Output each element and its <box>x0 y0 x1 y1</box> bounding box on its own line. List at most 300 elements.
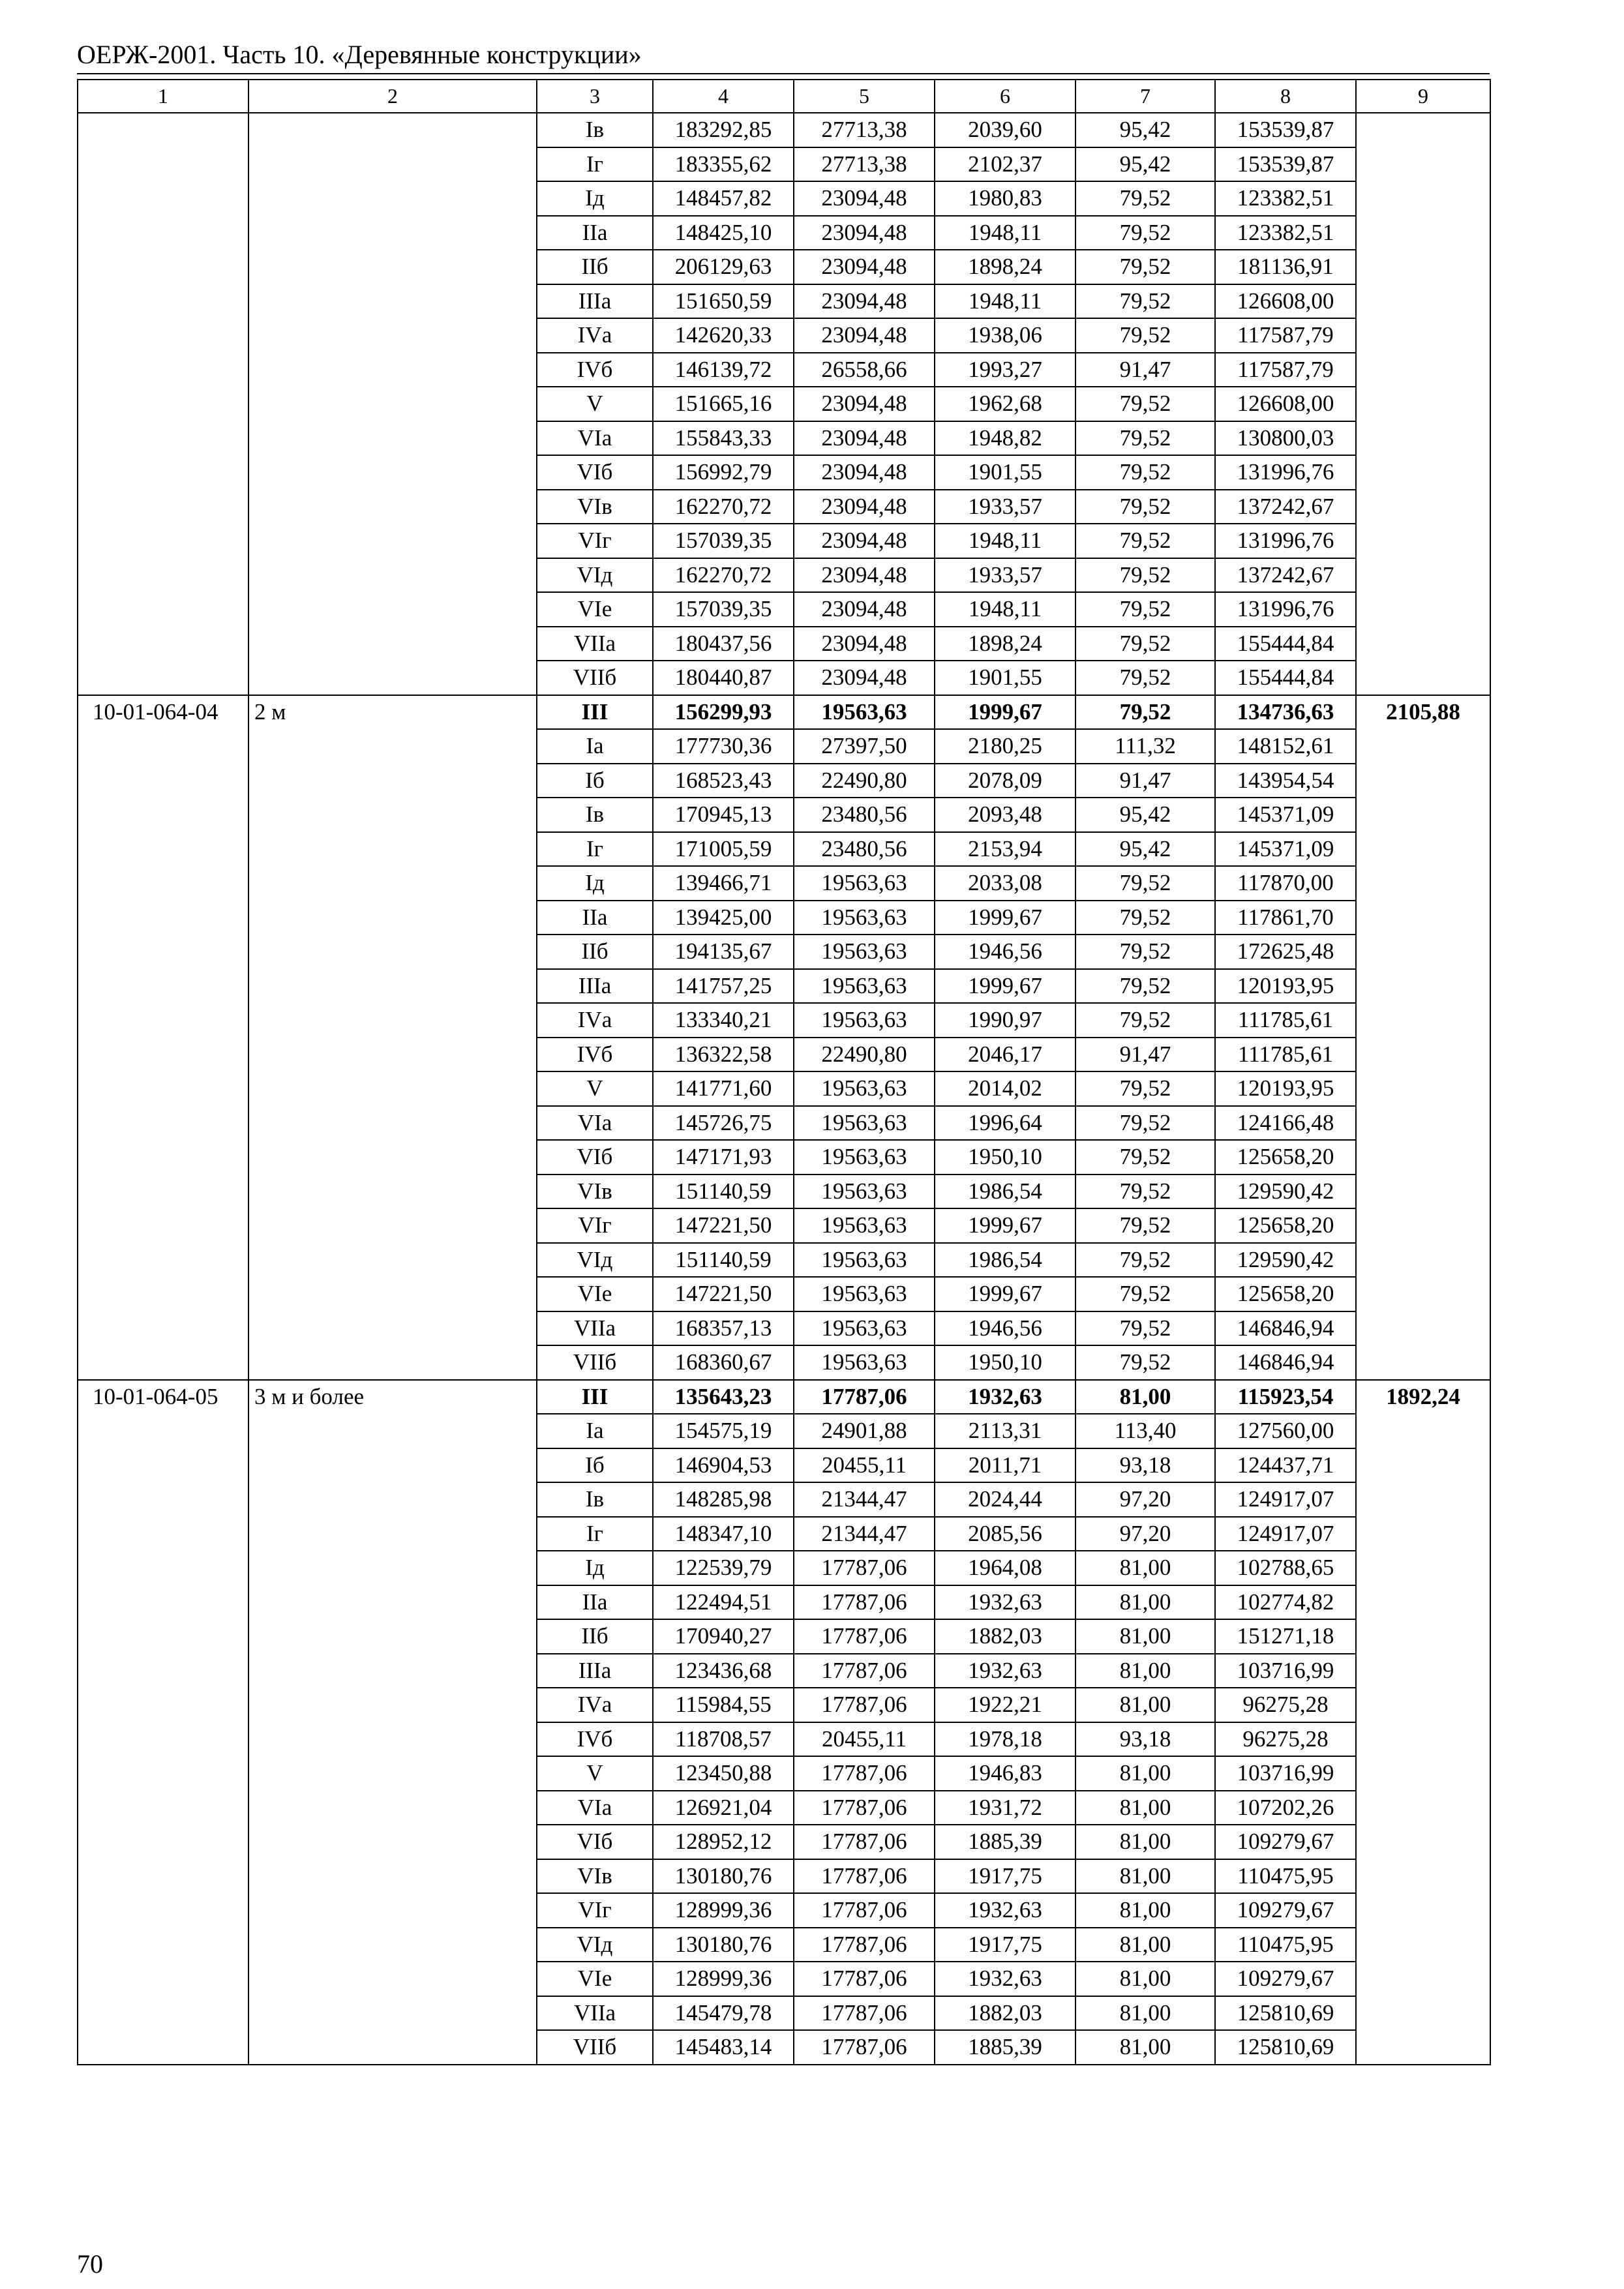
rate-name-cell <box>248 1140 537 1174</box>
machinist-wages-cell: 81,00 <box>1075 1928 1215 1962</box>
table-row <box>78 1174 1490 1209</box>
labor-cell <box>1356 1277 1490 1311</box>
total-cost-cell: 206129,63 <box>653 250 794 284</box>
labor-cell <box>1356 1448 1490 1483</box>
labor-cell <box>1356 1996 1490 2031</box>
materials-cell: 123382,51 <box>1215 216 1356 250</box>
total-cost-cell: 151140,59 <box>653 1243 794 1278</box>
materials-cell: 181136,91 <box>1215 250 1356 284</box>
rate-code-cell <box>78 798 248 832</box>
machines-cell: 1933,57 <box>935 490 1075 524</box>
machines-cell: 1885,39 <box>935 2030 1075 2065</box>
materials-cell: 110475,95 <box>1215 1928 1356 1962</box>
rate-name-cell <box>248 524 537 558</box>
machines-cell: 2024,44 <box>935 1482 1075 1517</box>
zone-cell: V <box>537 387 653 421</box>
machines-cell: 1993,27 <box>935 353 1075 387</box>
labor-cell <box>1356 113 1490 147</box>
rate-name-cell <box>248 318 537 353</box>
zone-cell: Iд <box>537 181 653 216</box>
rate-code-cell <box>78 147 248 182</box>
wages-cell: 27713,38 <box>794 113 935 147</box>
materials-cell: 103716,99 <box>1215 1654 1356 1688</box>
column-number: 9 <box>1356 80 1490 113</box>
table-row <box>78 524 1490 558</box>
machinist-wages-cell: 81,00 <box>1075 1962 1215 1996</box>
rate-name-cell <box>248 1517 537 1551</box>
rate-code-cell <box>78 1174 248 1209</box>
rate-code-cell <box>78 353 248 387</box>
machines-cell: 1999,67 <box>935 969 1075 1004</box>
table-row <box>78 1448 1490 1483</box>
materials-cell: 137242,67 <box>1215 490 1356 524</box>
rate-code-cell <box>78 729 248 764</box>
labor-cell <box>1356 1071 1490 1106</box>
header-divider <box>77 73 1490 74</box>
machinist-wages-cell: 79,52 <box>1075 318 1215 353</box>
zone-cell: IVа <box>537 1688 653 1722</box>
page-number: 70 <box>77 2249 103 2279</box>
rate-name-cell <box>248 1208 537 1243</box>
total-cost-cell: 139466,71 <box>653 866 794 901</box>
wages-cell: 17787,06 <box>794 1859 935 1894</box>
machinist-wages-cell: 81,00 <box>1075 1688 1215 1722</box>
machines-cell: 2093,48 <box>935 798 1075 832</box>
zone-cell: III <box>537 695 653 730</box>
table-row <box>78 250 1490 284</box>
rate-code-cell <box>78 832 248 867</box>
machinist-wages-cell: 79,52 <box>1075 661 1215 695</box>
materials-cell: 111785,61 <box>1215 1003 1356 1038</box>
total-cost-cell: 157039,35 <box>653 524 794 558</box>
wages-cell: 24901,88 <box>794 1414 935 1448</box>
total-cost-cell: 171005,59 <box>653 832 794 867</box>
column-number: 1 <box>78 80 248 113</box>
labor-cell <box>1356 387 1490 421</box>
rate-name-cell <box>248 1688 537 1722</box>
table-row <box>78 421 1490 456</box>
materials-cell: 102774,82 <box>1215 1585 1356 1620</box>
labor-cell <box>1356 592 1490 627</box>
machinist-wages-cell: 79,52 <box>1075 627 1215 661</box>
materials-cell: 134736,63 <box>1215 695 1356 730</box>
table-row <box>78 901 1490 935</box>
materials-cell: 145371,09 <box>1215 832 1356 867</box>
machinist-wages-cell: 79,52 <box>1075 558 1215 593</box>
wages-cell: 23480,56 <box>794 832 935 867</box>
zone-cell: VIв <box>537 1174 653 1209</box>
zone-cell: IIIа <box>537 1654 653 1688</box>
wages-cell: 19563,63 <box>794 1140 935 1174</box>
wages-cell: 23094,48 <box>794 250 935 284</box>
rate-code-cell <box>78 1962 248 1996</box>
materials-cell: 125658,20 <box>1215 1277 1356 1311</box>
wages-cell: 23094,48 <box>794 627 935 661</box>
total-cost-cell: 148285,98 <box>653 1482 794 1517</box>
machines-cell: 2102,37 <box>935 147 1075 182</box>
table-row <box>78 1791 1490 1825</box>
table-row <box>78 2030 1490 2065</box>
rate-name-cell <box>248 1448 537 1483</box>
zone-cell: VIв <box>537 490 653 524</box>
machinist-wages-cell: 79,52 <box>1075 1003 1215 1038</box>
table-row <box>78 1962 1490 1996</box>
zone-cell: Iв <box>537 1482 653 1517</box>
rate-code-cell <box>78 764 248 798</box>
rate-code-cell <box>78 1345 248 1380</box>
total-cost-cell: 123436,68 <box>653 1654 794 1688</box>
rate-code-cell <box>78 627 248 661</box>
machinist-wages-cell: 79,52 <box>1075 901 1215 935</box>
rate-code-cell <box>78 318 248 353</box>
table-row <box>78 1071 1490 1106</box>
materials-cell: 109279,67 <box>1215 1825 1356 1859</box>
total-cost-cell: 162270,72 <box>653 558 794 593</box>
materials-cell: 172625,48 <box>1215 935 1356 969</box>
total-cost-cell: 145483,14 <box>653 2030 794 2065</box>
total-cost-cell: 157039,35 <box>653 592 794 627</box>
total-cost-cell: 145726,75 <box>653 1106 794 1141</box>
machines-cell: 1950,10 <box>935 1140 1075 1174</box>
materials-cell: 124917,07 <box>1215 1482 1356 1517</box>
machinist-wages-cell: 95,42 <box>1075 832 1215 867</box>
wages-cell: 19563,63 <box>794 935 935 969</box>
zone-cell: VIIа <box>537 1996 653 2031</box>
machinist-wages-cell: 81,00 <box>1075 2030 1215 2065</box>
total-cost-cell: 141757,25 <box>653 969 794 1004</box>
rate-name-cell <box>248 1345 537 1380</box>
labor-cell <box>1356 284 1490 319</box>
total-cost-cell: 122494,51 <box>653 1585 794 1620</box>
total-cost-cell: 130180,76 <box>653 1859 794 1894</box>
total-cost-cell: 180440,87 <box>653 661 794 695</box>
machines-cell: 1898,24 <box>935 250 1075 284</box>
machines-cell: 1948,11 <box>935 216 1075 250</box>
machines-cell: 1922,21 <box>935 1688 1075 1722</box>
machines-cell: 1932,63 <box>935 1380 1075 1414</box>
zone-cell: Iд <box>537 866 653 901</box>
zone-cell: IIIа <box>537 284 653 319</box>
rate-code-cell <box>78 113 248 147</box>
machinist-wages-cell: 79,52 <box>1075 866 1215 901</box>
wages-cell: 17787,06 <box>794 1928 935 1962</box>
rate-code-cell <box>78 490 248 524</box>
machines-cell: 1932,63 <box>935 1962 1075 1996</box>
materials-cell: 137242,67 <box>1215 558 1356 593</box>
wages-cell: 23094,48 <box>794 490 935 524</box>
machinist-wages-cell: 79,52 <box>1075 455 1215 490</box>
machines-cell: 1990,97 <box>935 1003 1075 1038</box>
rate-code-cell <box>78 1893 248 1928</box>
total-cost-cell: 115984,55 <box>653 1688 794 1722</box>
table-row <box>78 1619 1490 1654</box>
zone-cell: IIб <box>537 1619 653 1654</box>
wages-cell: 23094,48 <box>794 318 935 353</box>
rate-code-cell <box>78 387 248 421</box>
total-cost-cell: 135643,23 <box>653 1380 794 1414</box>
table-row <box>78 1106 1490 1141</box>
table-row <box>78 1859 1490 1894</box>
wages-cell: 27713,38 <box>794 147 935 182</box>
zone-cell: IIа <box>537 901 653 935</box>
machinist-wages-cell: 113,40 <box>1075 1414 1215 1448</box>
materials-cell: 96275,28 <box>1215 1688 1356 1722</box>
rate-code-cell <box>78 1551 248 1585</box>
total-cost-cell: 155843,33 <box>653 421 794 456</box>
wages-cell: 19563,63 <box>794 1277 935 1311</box>
column-number: 6 <box>935 80 1075 113</box>
wages-cell: 22490,80 <box>794 764 935 798</box>
machinist-wages-cell: 91,47 <box>1075 1038 1215 1072</box>
materials-cell: 126608,00 <box>1215 284 1356 319</box>
column-number: 5 <box>794 80 935 113</box>
total-cost-cell: 151650,59 <box>653 284 794 319</box>
labor-cell <box>1356 729 1490 764</box>
rate-code-cell <box>78 592 248 627</box>
wages-cell: 23480,56 <box>794 798 935 832</box>
total-cost-cell: 141771,60 <box>653 1071 794 1106</box>
table-row <box>78 1482 1490 1517</box>
materials-cell: 109279,67 <box>1215 1893 1356 1928</box>
table-row <box>78 353 1490 387</box>
machinist-wages-cell: 79,52 <box>1075 181 1215 216</box>
zone-cell: VIIб <box>537 661 653 695</box>
rate-code-cell: 10-01-064-05 <box>78 1380 248 1414</box>
wages-cell: 22490,80 <box>794 1038 935 1072</box>
total-cost-cell: 146139,72 <box>653 353 794 387</box>
machinist-wages-cell: 79,52 <box>1075 250 1215 284</box>
zone-cell: Iг <box>537 147 653 182</box>
rate-name-cell <box>248 866 537 901</box>
rate-name-cell <box>248 1311 537 1346</box>
machinist-wages-cell: 81,00 <box>1075 1859 1215 1894</box>
zone-cell: VIIа <box>537 627 653 661</box>
materials-cell: 117870,00 <box>1215 866 1356 901</box>
table-row <box>78 1722 1490 1757</box>
labor-cell <box>1356 353 1490 387</box>
zone-cell: VIб <box>537 455 653 490</box>
machines-cell: 1882,03 <box>935 1996 1075 2031</box>
rate-code-cell <box>78 524 248 558</box>
rate-name-cell <box>248 1003 537 1038</box>
column-number: 2 <box>248 80 537 113</box>
rate-code-cell <box>78 1140 248 1174</box>
machines-cell: 1986,54 <box>935 1243 1075 1278</box>
table-row <box>78 1893 1490 1928</box>
rate-name-cell <box>248 421 537 456</box>
labor-cell <box>1356 1893 1490 1928</box>
rate-code-cell <box>78 1688 248 1722</box>
wages-cell: 23094,48 <box>794 181 935 216</box>
table-row <box>78 1825 1490 1859</box>
table-row <box>78 1243 1490 1278</box>
zone-cell: VIг <box>537 1893 653 1928</box>
materials-cell: 129590,42 <box>1215 1243 1356 1278</box>
table-row <box>78 284 1490 319</box>
table-row <box>78 1208 1490 1243</box>
zone-cell: Iа <box>537 729 653 764</box>
table-row <box>78 1688 1490 1722</box>
machinist-wages-cell: 95,42 <box>1075 798 1215 832</box>
zone-cell: V <box>537 1071 653 1106</box>
machinist-wages-cell: 79,52 <box>1075 387 1215 421</box>
labor-cell <box>1356 421 1490 456</box>
table-row <box>78 387 1490 421</box>
table-row <box>78 1517 1490 1551</box>
machinist-wages-cell: 81,00 <box>1075 1791 1215 1825</box>
machines-cell: 2153,94 <box>935 832 1075 867</box>
machines-cell: 1946,56 <box>935 1311 1075 1346</box>
zone-cell: Iг <box>537 1517 653 1551</box>
labor-cell <box>1356 1585 1490 1620</box>
wages-cell: 21344,47 <box>794 1482 935 1517</box>
labor-cell <box>1356 524 1490 558</box>
zone-cell: VIд <box>537 558 653 593</box>
machines-cell: 1901,55 <box>935 455 1075 490</box>
rate-name-cell <box>248 1654 537 1688</box>
wages-cell: 20455,11 <box>794 1448 935 1483</box>
total-cost-cell: 168523,43 <box>653 764 794 798</box>
machines-cell: 2085,56 <box>935 1517 1075 1551</box>
zone-cell: VIб <box>537 1140 653 1174</box>
table-row <box>78 1585 1490 1620</box>
machines-cell: 1986,54 <box>935 1174 1075 1209</box>
rate-name-cell <box>248 1551 537 1585</box>
labor-cell <box>1356 661 1490 695</box>
rate-name-cell <box>248 1277 537 1311</box>
labor-cell <box>1356 1003 1490 1038</box>
rate-code-cell <box>78 1208 248 1243</box>
total-cost-cell: 145479,78 <box>653 1996 794 2031</box>
wages-cell: 23094,48 <box>794 216 935 250</box>
total-cost-cell: 148457,82 <box>653 181 794 216</box>
materials-cell: 124437,71 <box>1215 1448 1356 1483</box>
labor-cell <box>1356 1859 1490 1894</box>
machinist-wages-cell: 79,52 <box>1075 1140 1215 1174</box>
column-number-row <box>78 80 1490 113</box>
machinist-wages-cell: 79,52 <box>1075 935 1215 969</box>
zone-cell: VIIа <box>537 1311 653 1346</box>
machines-cell: 1882,03 <box>935 1619 1075 1654</box>
total-cost-cell: 118708,57 <box>653 1722 794 1757</box>
rate-code-cell <box>78 1414 248 1448</box>
machinist-wages-cell: 93,18 <box>1075 1722 1215 1757</box>
rate-name-cell <box>248 592 537 627</box>
total-cost-cell: 126921,04 <box>653 1791 794 1825</box>
machines-cell: 2078,09 <box>935 764 1075 798</box>
materials-cell: 124166,48 <box>1215 1106 1356 1141</box>
total-cost-cell: 156299,93 <box>653 695 794 730</box>
total-cost-cell: 147171,93 <box>653 1140 794 1174</box>
table-row <box>78 1345 1490 1380</box>
column-number: 4 <box>653 80 794 113</box>
materials-cell: 146846,94 <box>1215 1345 1356 1380</box>
rate-name-cell <box>248 353 537 387</box>
machinist-wages-cell: 81,00 <box>1075 1825 1215 1859</box>
wages-cell: 17787,06 <box>794 1585 935 1620</box>
zone-cell: IIа <box>537 1585 653 1620</box>
zone-cell: IVб <box>537 353 653 387</box>
rate-code-cell <box>78 558 248 593</box>
wages-cell: 19563,63 <box>794 1106 935 1141</box>
rate-code-cell <box>78 1756 248 1791</box>
rate-code-cell <box>78 1619 248 1654</box>
machines-cell: 2011,71 <box>935 1448 1075 1483</box>
total-cost-cell: 128952,12 <box>653 1825 794 1859</box>
rate-code-cell <box>78 1243 248 1278</box>
labor-cell <box>1356 627 1490 661</box>
machines-cell: 1948,11 <box>935 592 1075 627</box>
labor-cell: 2105,88 <box>1356 695 1490 730</box>
machines-cell: 1980,83 <box>935 181 1075 216</box>
machines-cell: 1898,24 <box>935 627 1075 661</box>
materials-cell: 110475,95 <box>1215 1859 1356 1894</box>
materials-cell: 103716,99 <box>1215 1756 1356 1791</box>
price-table <box>77 79 1491 2065</box>
total-cost-cell: 148347,10 <box>653 1517 794 1551</box>
rate-name-cell <box>248 1414 537 1448</box>
table-row <box>78 113 1490 147</box>
total-cost-cell: 154575,19 <box>653 1414 794 1448</box>
machines-cell: 1946,83 <box>935 1756 1075 1791</box>
rate-name-cell <box>248 798 537 832</box>
machinist-wages-cell: 79,52 <box>1075 1208 1215 1243</box>
materials-cell: 131996,76 <box>1215 592 1356 627</box>
labor-cell <box>1356 866 1490 901</box>
rate-name-cell: 3 м и более <box>248 1380 537 1414</box>
machines-cell: 1950,10 <box>935 1345 1075 1380</box>
machines-cell: 1917,75 <box>935 1928 1075 1962</box>
rate-code-cell <box>78 661 248 695</box>
labor-cell <box>1356 1722 1490 1757</box>
machines-cell: 2033,08 <box>935 866 1075 901</box>
total-cost-cell: 148425,10 <box>653 216 794 250</box>
rate-code-cell <box>78 1585 248 1620</box>
zone-cell: IIа <box>537 216 653 250</box>
rate-code-cell <box>78 1859 248 1894</box>
machinist-wages-cell: 79,52 <box>1075 1277 1215 1311</box>
wages-cell: 27397,50 <box>794 729 935 764</box>
total-cost-cell: 183292,85 <box>653 113 794 147</box>
wages-cell: 17787,06 <box>794 1996 935 2031</box>
materials-cell: 145371,09 <box>1215 798 1356 832</box>
wages-cell: 17787,06 <box>794 1688 935 1722</box>
labor-cell <box>1356 1962 1490 1996</box>
machines-cell: 1978,18 <box>935 1722 1075 1757</box>
machinist-wages-cell: 79,52 <box>1075 1311 1215 1346</box>
zone-cell: IVб <box>537 1038 653 1072</box>
materials-cell: 143954,54 <box>1215 764 1356 798</box>
machines-cell: 1938,06 <box>935 318 1075 353</box>
machines-cell: 1948,11 <box>935 284 1075 319</box>
rate-name-cell <box>248 627 537 661</box>
labor-cell <box>1356 490 1490 524</box>
machinist-wages-cell: 81,00 <box>1075 1756 1215 1791</box>
table-row <box>78 1928 1490 1962</box>
rate-code-cell <box>78 969 248 1004</box>
wages-cell: 19563,63 <box>794 1243 935 1278</box>
rate-name-cell <box>248 558 537 593</box>
machines-cell: 1932,63 <box>935 1654 1075 1688</box>
machinist-wages-cell: 81,00 <box>1075 1996 1215 2031</box>
materials-cell: 96275,28 <box>1215 1722 1356 1757</box>
wages-cell: 23094,48 <box>794 592 935 627</box>
wages-cell: 17787,06 <box>794 1551 935 1585</box>
machinist-wages-cell: 81,00 <box>1075 1551 1215 1585</box>
wages-cell: 17787,06 <box>794 1962 935 1996</box>
column-number: 7 <box>1075 80 1215 113</box>
table-row <box>78 1996 1490 2031</box>
